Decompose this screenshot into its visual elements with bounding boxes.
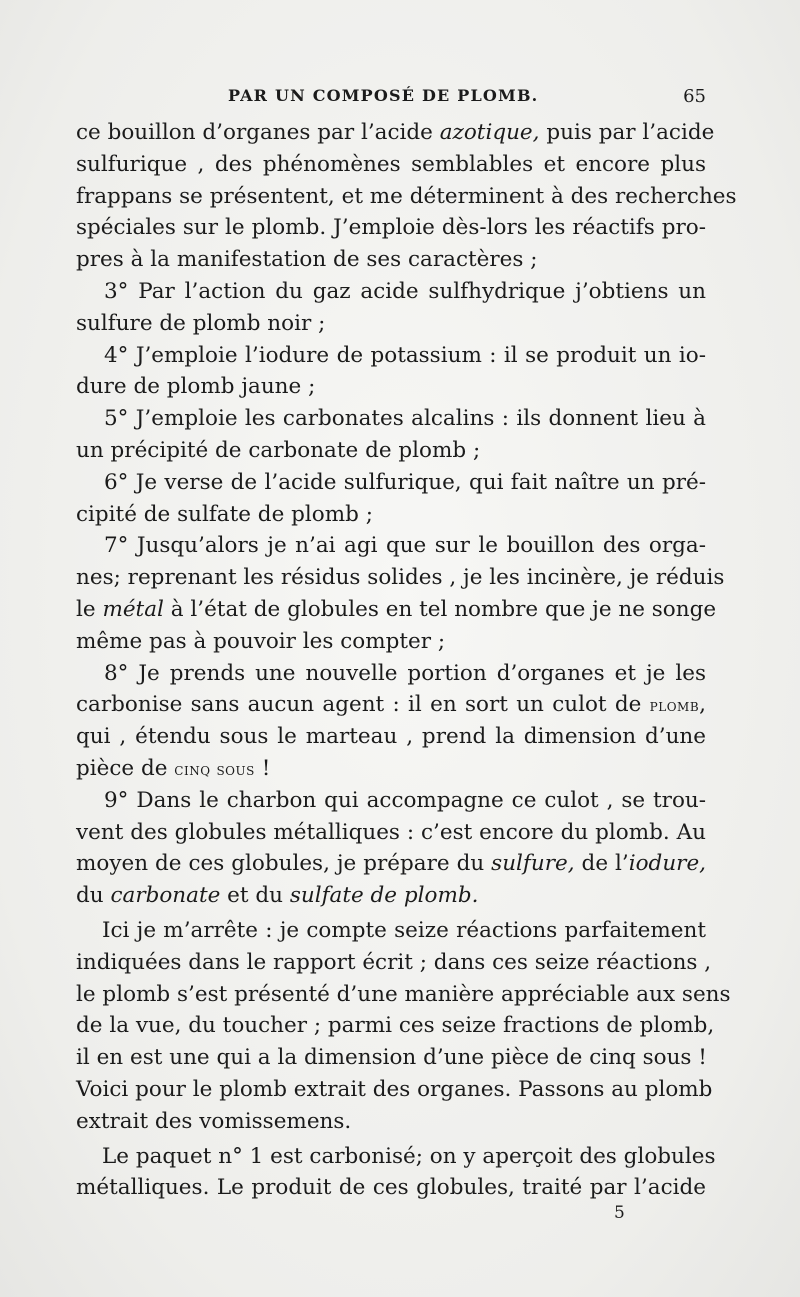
text-line: qui , étendu sous le marteau , prend la dimension d’une — [76, 724, 706, 750]
text-line: le plomb s’est présenté d’une manière appréciable aux sens — [76, 981, 731, 1007]
text-line: métalliques. Le produit de ces globules, traité par l’acide — [76, 1175, 706, 1201]
text-line: Voici pour le plomb extrait des organes. Passons au plomb — [76, 1076, 713, 1102]
text-line: 3° Par l’action du gaz acide sulfhydrique j’obtiens un — [104, 278, 706, 304]
text-line: il en est une qui a la dimension d’une pièce de cinq sous ! — [76, 1045, 707, 1071]
text-line: un précipité de carbonate de plomb ; — [76, 437, 481, 463]
text-line: du carbonate et du sulfate de plomb. — [76, 883, 479, 909]
text-line: 5° J’emploie les carbonates alcalins : ils donnent lieu à — [104, 406, 706, 432]
text-line: Ici je m’arrête : je compte seize réactions parfaitement — [102, 917, 706, 943]
text-line: pièce de cinq sous ! — [76, 755, 271, 781]
text-line: extrait des vomissemens. — [76, 1108, 352, 1134]
text-line: 7° Jusqu’alors je n’ai agi que sur le bouillon des orga- — [104, 533, 706, 559]
text-line: spéciales sur le plomb. J’emploie dès-lors les réactifs pro- — [76, 215, 706, 241]
text-line: cipité de sulfate de plomb ; — [76, 501, 373, 527]
text-line: ce bouillon d’organes par l’acide azotique, puis par l’acide — [76, 120, 715, 145]
signature-mark: 5 — [614, 1203, 625, 1223]
text-line: 9° Dans le charbon qui accompagne ce culot , se trou- — [104, 787, 706, 813]
text-line: le métal à l’état de globules en tel nombre que je ne songe — [76, 596, 717, 622]
text-line: dure de plomb jaune ; — [76, 374, 316, 400]
text-line: sulfure de plomb noir ; — [76, 310, 326, 336]
text-line: moyen de ces globules, je prépare du sulfure, de l’iodure, — [76, 851, 706, 877]
text-line: carbonise sans aucun agent : il en sort un culot de plomb, — [76, 692, 706, 718]
page-number: 65 — [683, 86, 706, 107]
text-body — [76, 117, 737, 1204]
text-line: sulfurique , des phénomènes semblables et encore plus — [76, 151, 706, 177]
page-header — [76, 86, 706, 114]
text-line: même pas à pouvoir les compter ; — [76, 628, 446, 654]
text-line: 4° J’emploie l’iodure de potassium : il se produit un io- — [104, 342, 706, 368]
running-title: PAR UN COMPOSÉ DE PLOMB. — [228, 86, 539, 105]
text-line: vent des globules métalliques : c’est encore du plomb. Au — [76, 819, 706, 845]
text-line: nes; reprenant les résidus solides , je les incinère, je réduis — [76, 565, 725, 591]
text-line: 8° Je prends une nouvelle portion d’organes et je les — [104, 660, 706, 686]
text-line: 6° Je verse de l’acide sulfurique, qui fait naître un pré- — [104, 469, 706, 495]
text-line: Le paquet n° 1 est carbonisé; on y aperçoit des globules — [102, 1143, 716, 1169]
text-line: frappans se présentent, et me déterminent à des recherches — [76, 183, 737, 209]
text-line: de la vue, du toucher ; parmi ces seize fractions de plomb, — [76, 1013, 715, 1039]
text-line: indiquées dans le rapport écrit ; dans ces seize réactions , — [76, 949, 712, 975]
text-line: pres à la manifestation de ses caractères ; — [76, 247, 538, 273]
